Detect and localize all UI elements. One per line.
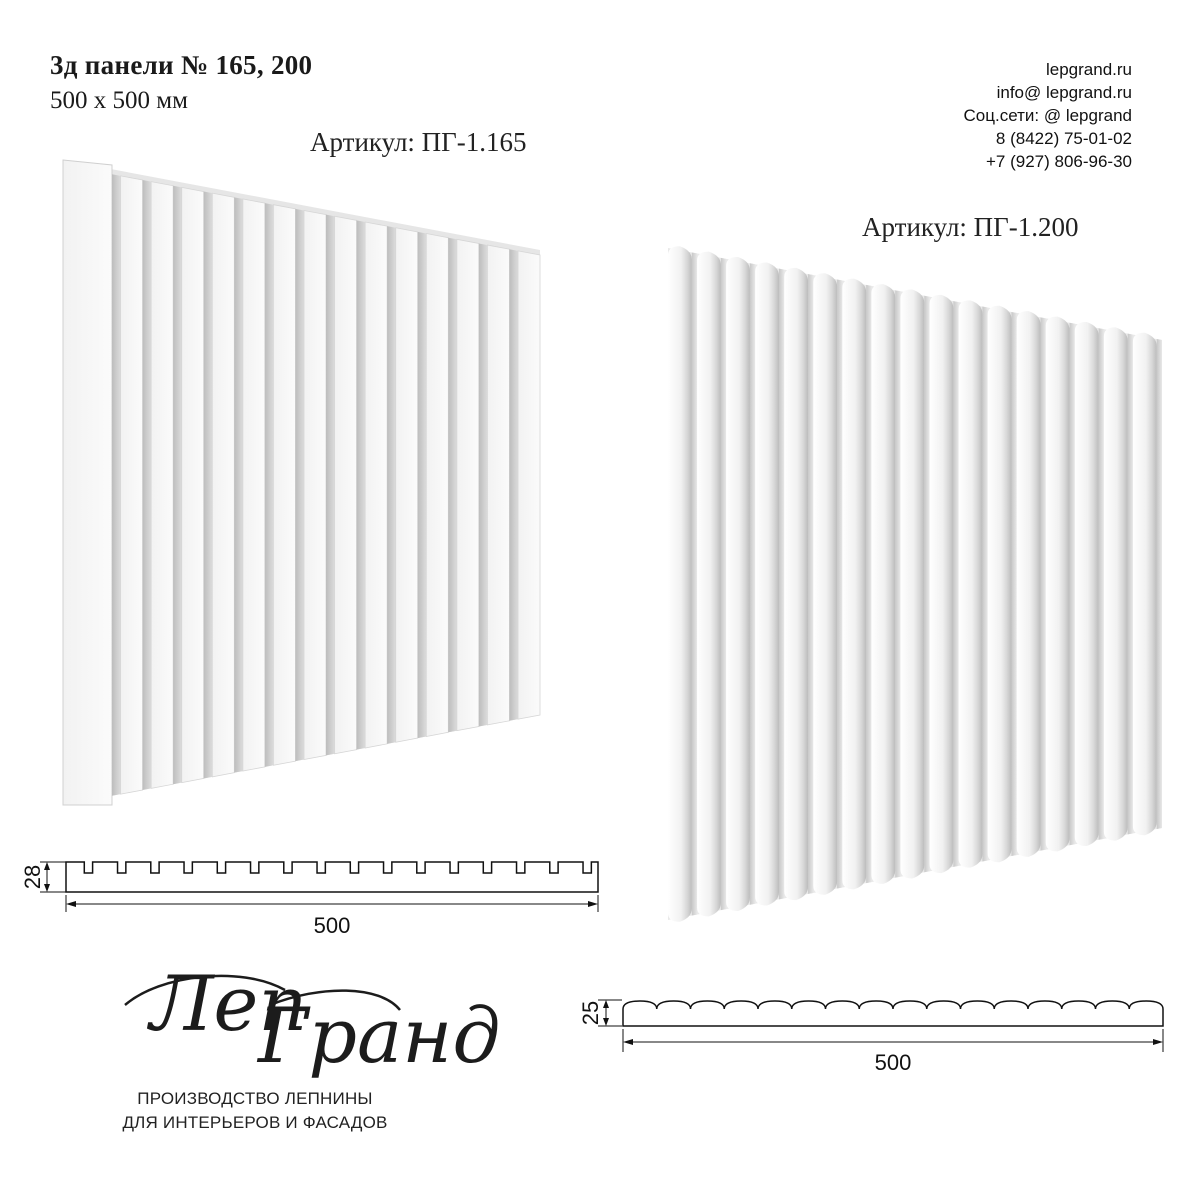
panel-200-flutes [668,246,1162,922]
panel-165-render [63,160,540,805]
profile-200-width-label: 500 [874,1050,912,1075]
flute-groove [1041,317,1046,850]
flute-groove [982,307,987,862]
page-subtitle: 500 х 500 мм [50,87,188,114]
flute [813,273,837,894]
slat-face [335,216,357,754]
slat-side [265,203,274,767]
slat-side [204,192,213,779]
email-link[interactable]: info@ lepgrand.ru [996,83,1132,102]
flute [697,252,721,917]
flute-groove [1070,323,1075,845]
flute-groove [779,269,784,900]
slat-face [426,234,448,737]
slat-face [457,239,479,730]
flute-groove [1011,312,1016,856]
article-200: Артикул: ПГ-1.200 [862,212,1079,242]
flute-groove [721,258,726,910]
slat-face [365,222,387,748]
slat-side [326,215,335,756]
flute-groove [808,274,813,894]
panel-200-render [668,246,1162,922]
slat-face [304,210,326,759]
slat-face [243,199,265,771]
profile-165-outline [66,862,598,892]
slat-face [518,251,540,719]
flute-groove [1099,328,1104,840]
slat-face [151,182,173,789]
slat-face [182,187,204,782]
flute [755,262,779,905]
flute [871,284,895,884]
flute-groove [1157,339,1162,829]
flute [668,246,692,922]
profile-200-height-label: 25 [578,1000,603,1026]
flute-groove [837,279,842,888]
slat-side [143,180,152,790]
svg-text:Леп: Леп [150,959,308,1048]
slat-face [396,228,418,742]
slat-side [418,232,427,738]
profile-165-width-label: 500 [313,913,351,938]
slat-side [479,243,488,726]
flute-groove [953,301,958,867]
flute [726,257,750,911]
social-handle: Соц.сети: @ lepgrand [963,106,1132,125]
brand-logo [125,959,501,1080]
panel-165-slats [112,174,540,796]
phone-2: +7 (927) 806-96-30 [985,152,1132,171]
flute [784,268,808,900]
profile-200-drawing [598,1000,1163,1052]
slat-side [295,209,304,761]
slat-side [357,220,366,749]
brand-tagline [100,1087,410,1135]
flute-groove [750,263,755,904]
page-title: 3д панели № 165, 200 [50,50,313,80]
slat-side [112,174,121,796]
profile-165-height-label: 28 [20,864,45,890]
slat-side [173,186,182,784]
slat-side [509,249,518,721]
flute [959,300,983,867]
flute-groove [895,290,900,877]
svg-text:Гранд: Гранд [258,991,501,1080]
flute [1133,333,1157,835]
flute [842,279,866,890]
flute-groove [866,285,871,883]
slat-face [121,176,143,794]
flute [1104,327,1128,840]
tagline-line-1: ПРОИЗВОДСТВО ЛЕПНИНЫ [137,1089,373,1108]
flute [1046,317,1070,852]
flute [1017,311,1041,857]
slat-side [234,197,243,772]
slat-face [273,205,295,766]
slat-side [387,226,396,744]
slat-face [212,193,234,777]
profile-165-drawing [40,862,598,912]
flute [900,290,924,879]
flute-groove [1128,334,1133,835]
flute-groove [924,296,929,873]
flute [988,306,1012,863]
flute [1075,322,1099,846]
phone-1: 8 (8422) 75-01-02 [995,129,1132,148]
slat-side [448,238,457,733]
profile-200-outline [623,1001,1163,1026]
article-165: Артикул: ПГ-1.165 [310,127,527,157]
flute-groove [692,252,697,915]
flute [930,295,954,873]
site-link[interactable]: lepgrand.ru [1045,60,1132,79]
slat-face [487,245,509,725]
tagline-line-2: ДЛЯ ИНТЕРЬЕРОВ И ФАСАДОВ [122,1113,388,1132]
